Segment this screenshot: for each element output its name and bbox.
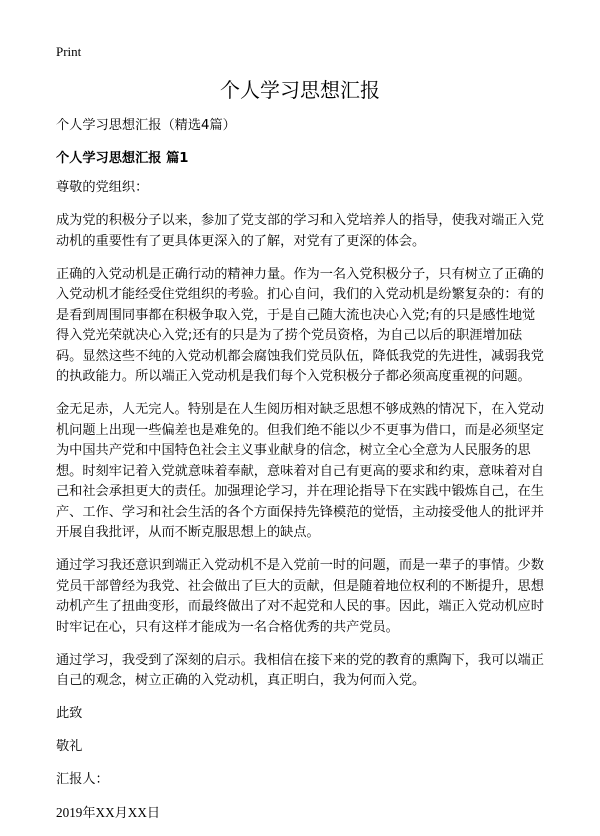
body-paragraph-1: 成为党的积极分子以来，参加了党支部的学习和入党培养人的指导，使我对端正入党动机的重要性有了更具体更深入的了解，对党有了更深的体会。 <box>56 213 544 249</box>
body-paragraph-2: 正确的入党动机是正确行动的精神力量。作为一名入党积极分子，只有树立了正确的入党动机才能经受住党组织的考验。扪心自问，我们的入党动机是纷繁复杂的：有的是看到周围同事都在积极争取入党，于是自己随大流也决心入党;有的只是感性地觉得入党光荣就决心入党;还有的只是为了捞个党员资格，为自己以后的职涯增加砝码。显然这些不纯的入党动机都会腐蚀我们党员队伍，降低我党的先进性，减弱我党的执政能力。所以端正入党动机是我们每个入党积极分子都必须高度重视的问题。 <box>56 266 544 384</box>
section-heading: 个人学习思想汇报 篇1 <box>56 150 189 166</box>
closing-line-1: 此致 <box>56 706 83 721</box>
document-body <box>56 116 548 836</box>
body-paragraph-5: 通过学习，我受到了深刻的启示。我相信在接下来的党的教育的熏陶下，我可以端正自己的观念，树立正确的入党动机，真正明白，我为何而入党。 <box>56 652 544 688</box>
closing-line-2: 敬礼 <box>56 739 83 754</box>
reporter-label: 汇报人： <box>56 772 109 787</box>
document-title: 个人学习思想汇报 <box>220 78 380 102</box>
document-subtitle: 个人学习思想汇报（精选4篇） <box>56 118 236 133</box>
report-date: 2019年XX月XX日 <box>56 805 161 820</box>
print-link[interactable]: Print <box>56 44 82 59</box>
body-paragraph-4: 通过学习我还意识到端正入党动机不是入党前一时的问题，而是一辈子的事情。少数党员干部曾经为我党、社会做出了巨大的贡献，但是随着地位权利的不断提升，思想动机产生了扭曲变形，而最终做出了对不起党和人民的事。因此，端正入党动机应时时牢记在心，只有这样才能成为一名合格优秀的共产党员。 <box>56 558 544 635</box>
salutation: 尊敬的党组织： <box>56 180 149 195</box>
body-paragraph-3: 金无足赤，人无完人。特别是在人生阅历相对缺乏思想不够成熟的情况下，在入党动机问题上出现一些偏差也是难免的。但我们绝不能以少不更事为借口，而是必须坚定为中国共产党和中国特色社会主义事业献身的信念，树立全心全意为人民服务的思想。时刻牢记着入党就意味着奉献，意味着对自己有更高的要求和约束，意味着对自己和社会承担更大的责任。加强理论学习，并在理论指导下在实践中锻炼自己，在生产、工作、学习和社会生活的各个方面保持先锋模范的觉悟，主动接受他人的批评并开展自我批评，从而不断克服思想上的缺点。 <box>56 402 544 540</box>
